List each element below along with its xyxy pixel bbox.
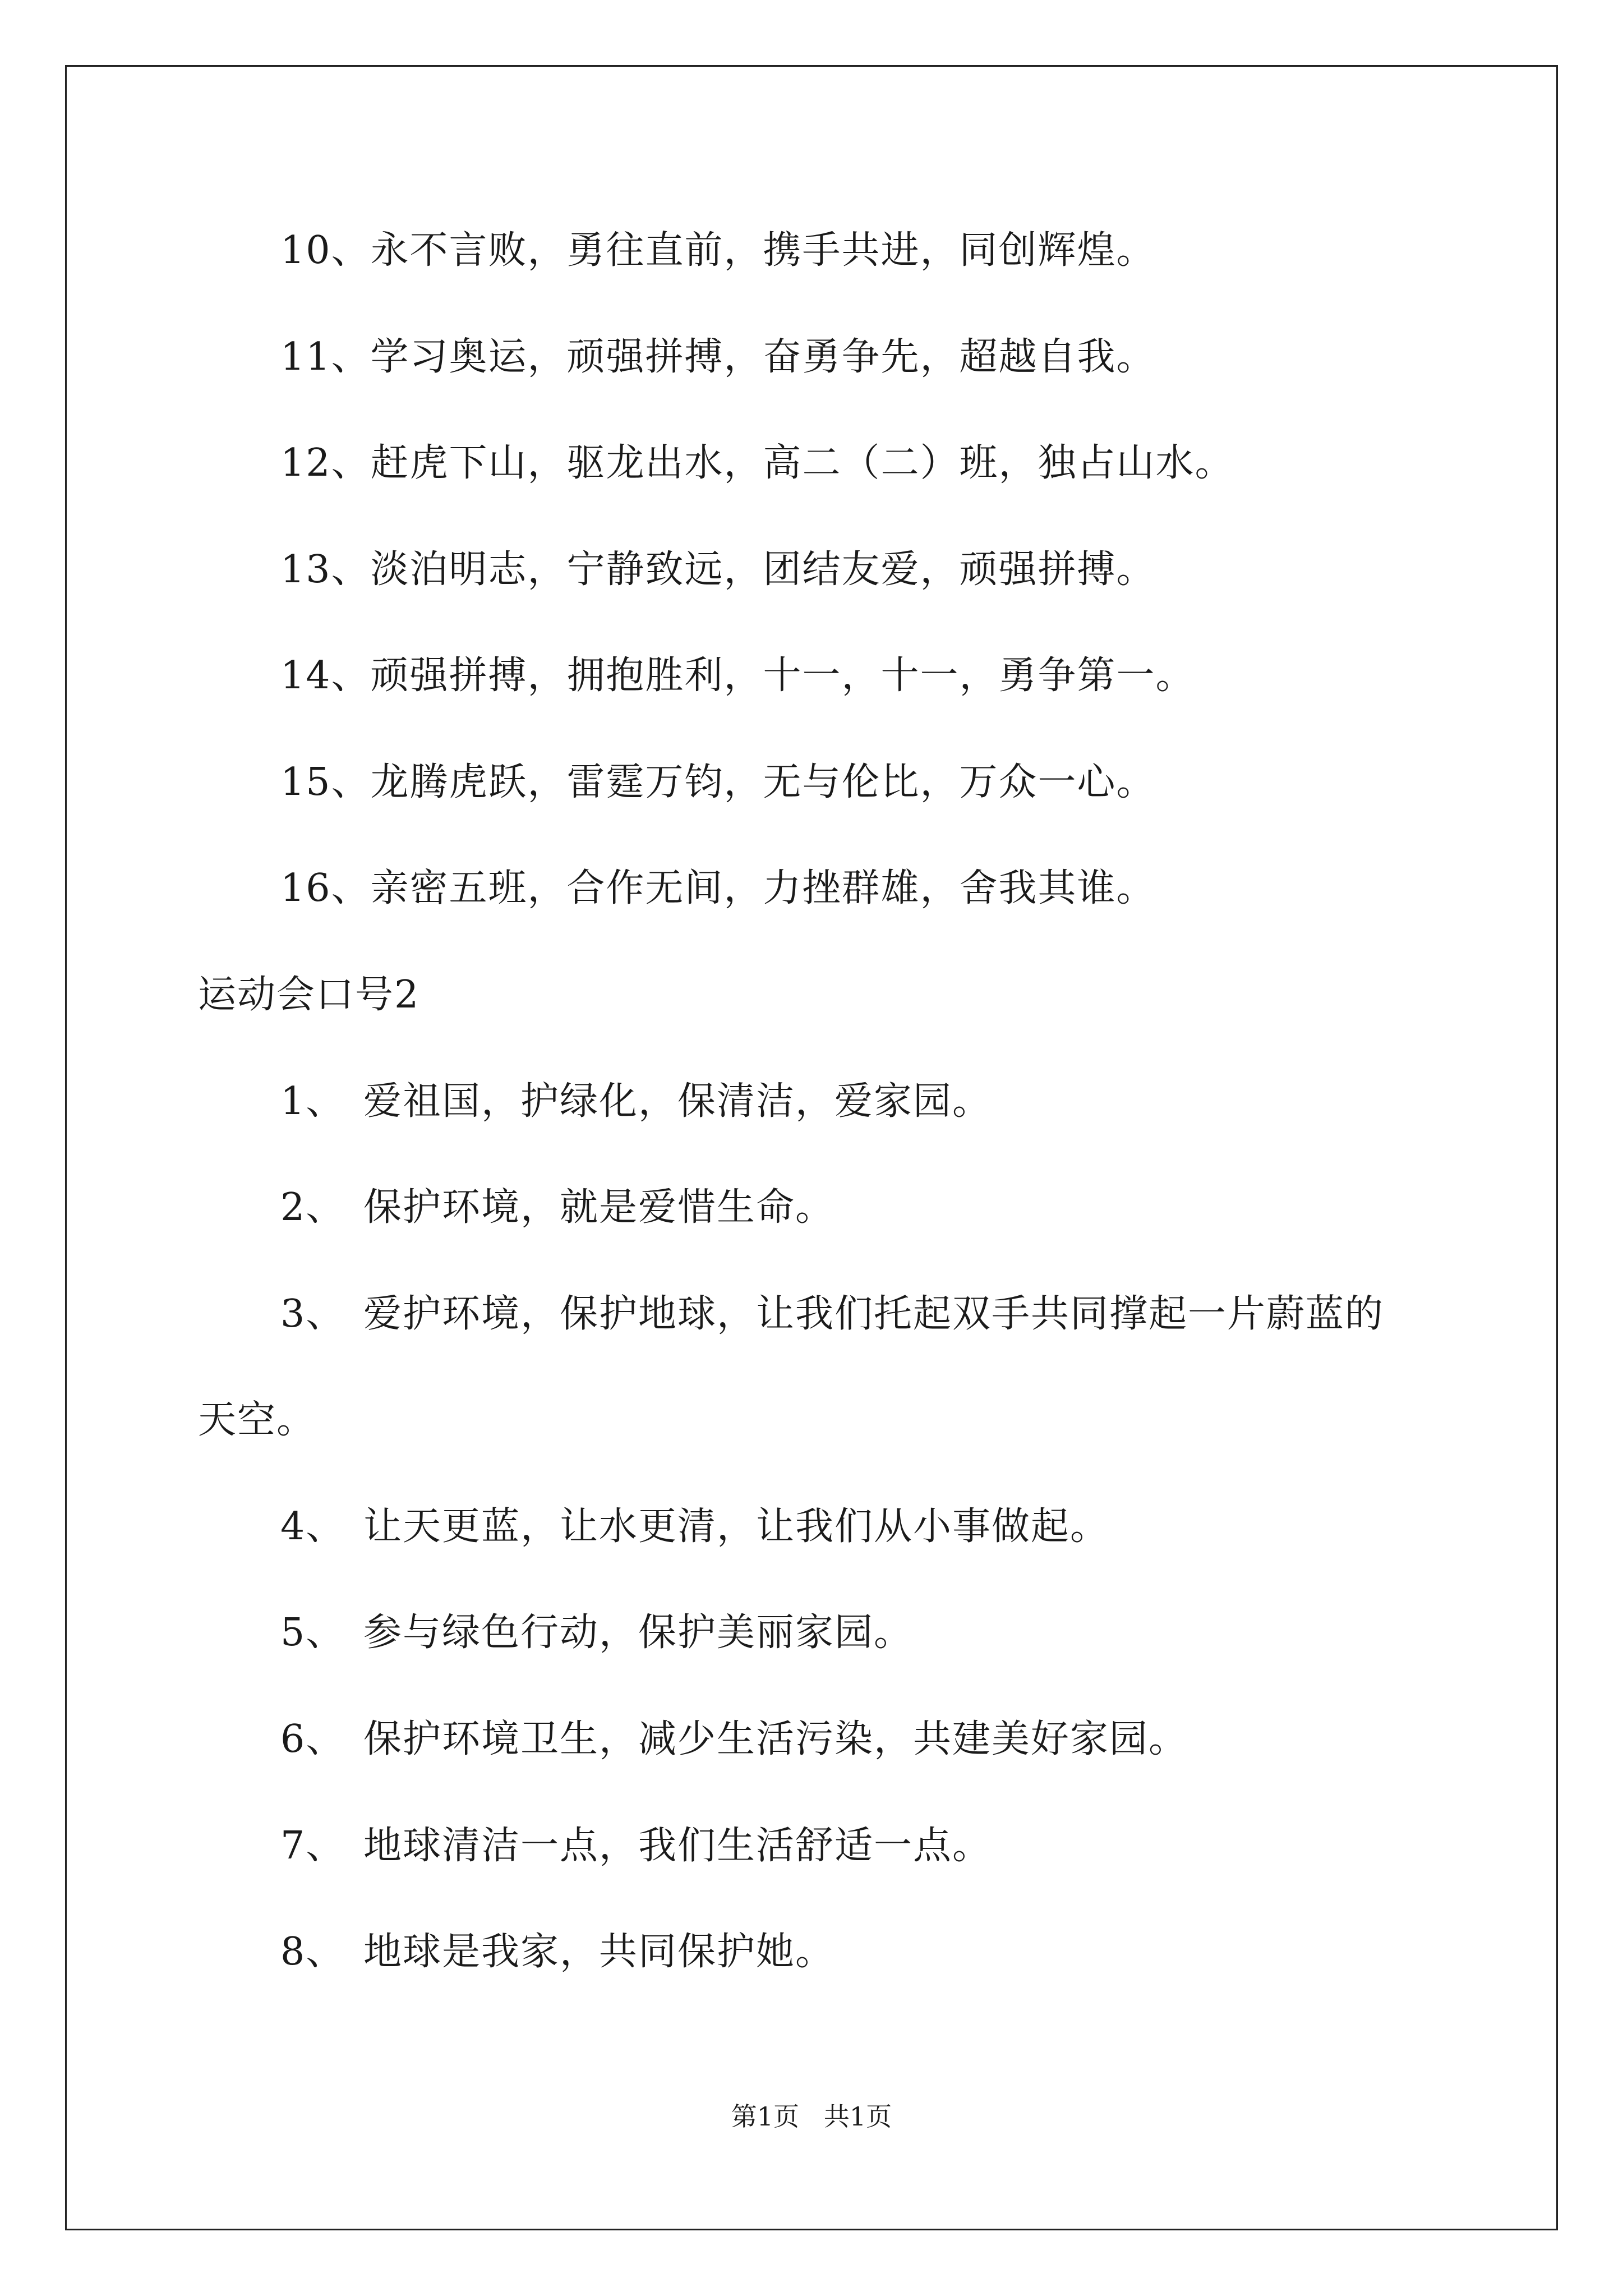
item-number: 5、	[280, 1611, 345, 1655]
section-item-2	[280, 1185, 834, 1230]
item-number: 4、	[280, 1504, 345, 1549]
slogan-number: 11、	[280, 335, 371, 379]
section-item-3	[280, 1292, 1384, 1337]
item-text: 地球是我家，共同保护她。	[363, 1930, 835, 1974]
section-item-6	[280, 1717, 1188, 1762]
item-text: 爱护环境，保护地球，让我们托起双手共同撑起一片蔚蓝的	[363, 1292, 1385, 1336]
slogan-text: 赶虎下山，驱龙出水，高二（二）班，独占山水。	[370, 441, 1234, 485]
item-number: 6、	[280, 1717, 345, 1761]
item-number: 2、	[280, 1185, 345, 1230]
item-text: 保护环境卫生，减少生活污染，共建美好家园。	[363, 1717, 1188, 1761]
slogan-text: 龙腾虎跃，雷霆万钧，无与伦比，万众一心。	[370, 760, 1156, 804]
item-text: 爱祖国，护绿化，保清洁，爱家园。	[363, 1079, 992, 1124]
slogan-text: 顽强拼搏，拥抱胜利，十一，十一，勇争第一。	[370, 654, 1195, 698]
item-number: 8、	[280, 1930, 345, 1974]
slogan-line-12	[280, 441, 1234, 486]
slogan-number: 10、	[280, 228, 371, 273]
slogan-number: 13、	[280, 547, 371, 592]
section-item-5	[280, 1611, 913, 1655]
slogan-line-10	[280, 228, 1156, 273]
slogan-line-13	[280, 547, 1156, 592]
item-number: 1、	[280, 1079, 345, 1124]
slogan-text: 永不言败，勇往直前，携手共进，同创辉煌。	[370, 228, 1156, 273]
item-text: 保护环境，就是爱惜生命。	[363, 1185, 835, 1230]
slogan-text: 亲密五班，合作无间，力挫群雄，舍我其谁。	[370, 866, 1156, 910]
section-item-3-continued	[198, 1398, 316, 1443]
slogan-number: 16、	[280, 866, 371, 910]
slogan-line-15	[280, 760, 1156, 805]
section-heading: 运动会口号2	[198, 973, 420, 1017]
slogan-line-11	[280, 335, 1156, 380]
section-item-1	[280, 1079, 992, 1124]
slogan-line-16	[280, 866, 1156, 911]
slogan-number: 14、	[280, 654, 371, 698]
item-number: 7、	[280, 1824, 345, 1868]
section-item-8	[280, 1930, 834, 1975]
slogan-text: 淡泊明志，宁静致远，团结友爱，顽强拼搏。	[370, 547, 1156, 592]
item-text: 天空。	[198, 1398, 316, 1442]
item-text: 参与绿色行动，保护美丽家园。	[363, 1611, 914, 1655]
section-item-4	[280, 1504, 1109, 1549]
slogan-line-14	[280, 654, 1195, 698]
page-border	[65, 65, 1558, 2230]
slogan-number: 15、	[280, 760, 371, 804]
slogan-number: 12、	[280, 441, 371, 485]
section-item-7	[280, 1824, 992, 1869]
item-number: 3、	[280, 1292, 345, 1336]
item-text: 让天更蓝，让水更清，让我们从小事做起。	[363, 1504, 1110, 1549]
slogan-text: 学习奥运，顽强拼搏，奋勇争先，超越自我。	[370, 335, 1156, 379]
item-text: 地球清洁一点，我们生活舒适一点。	[363, 1824, 992, 1868]
page-footer: 第1页 共1页	[731, 2101, 892, 2132]
